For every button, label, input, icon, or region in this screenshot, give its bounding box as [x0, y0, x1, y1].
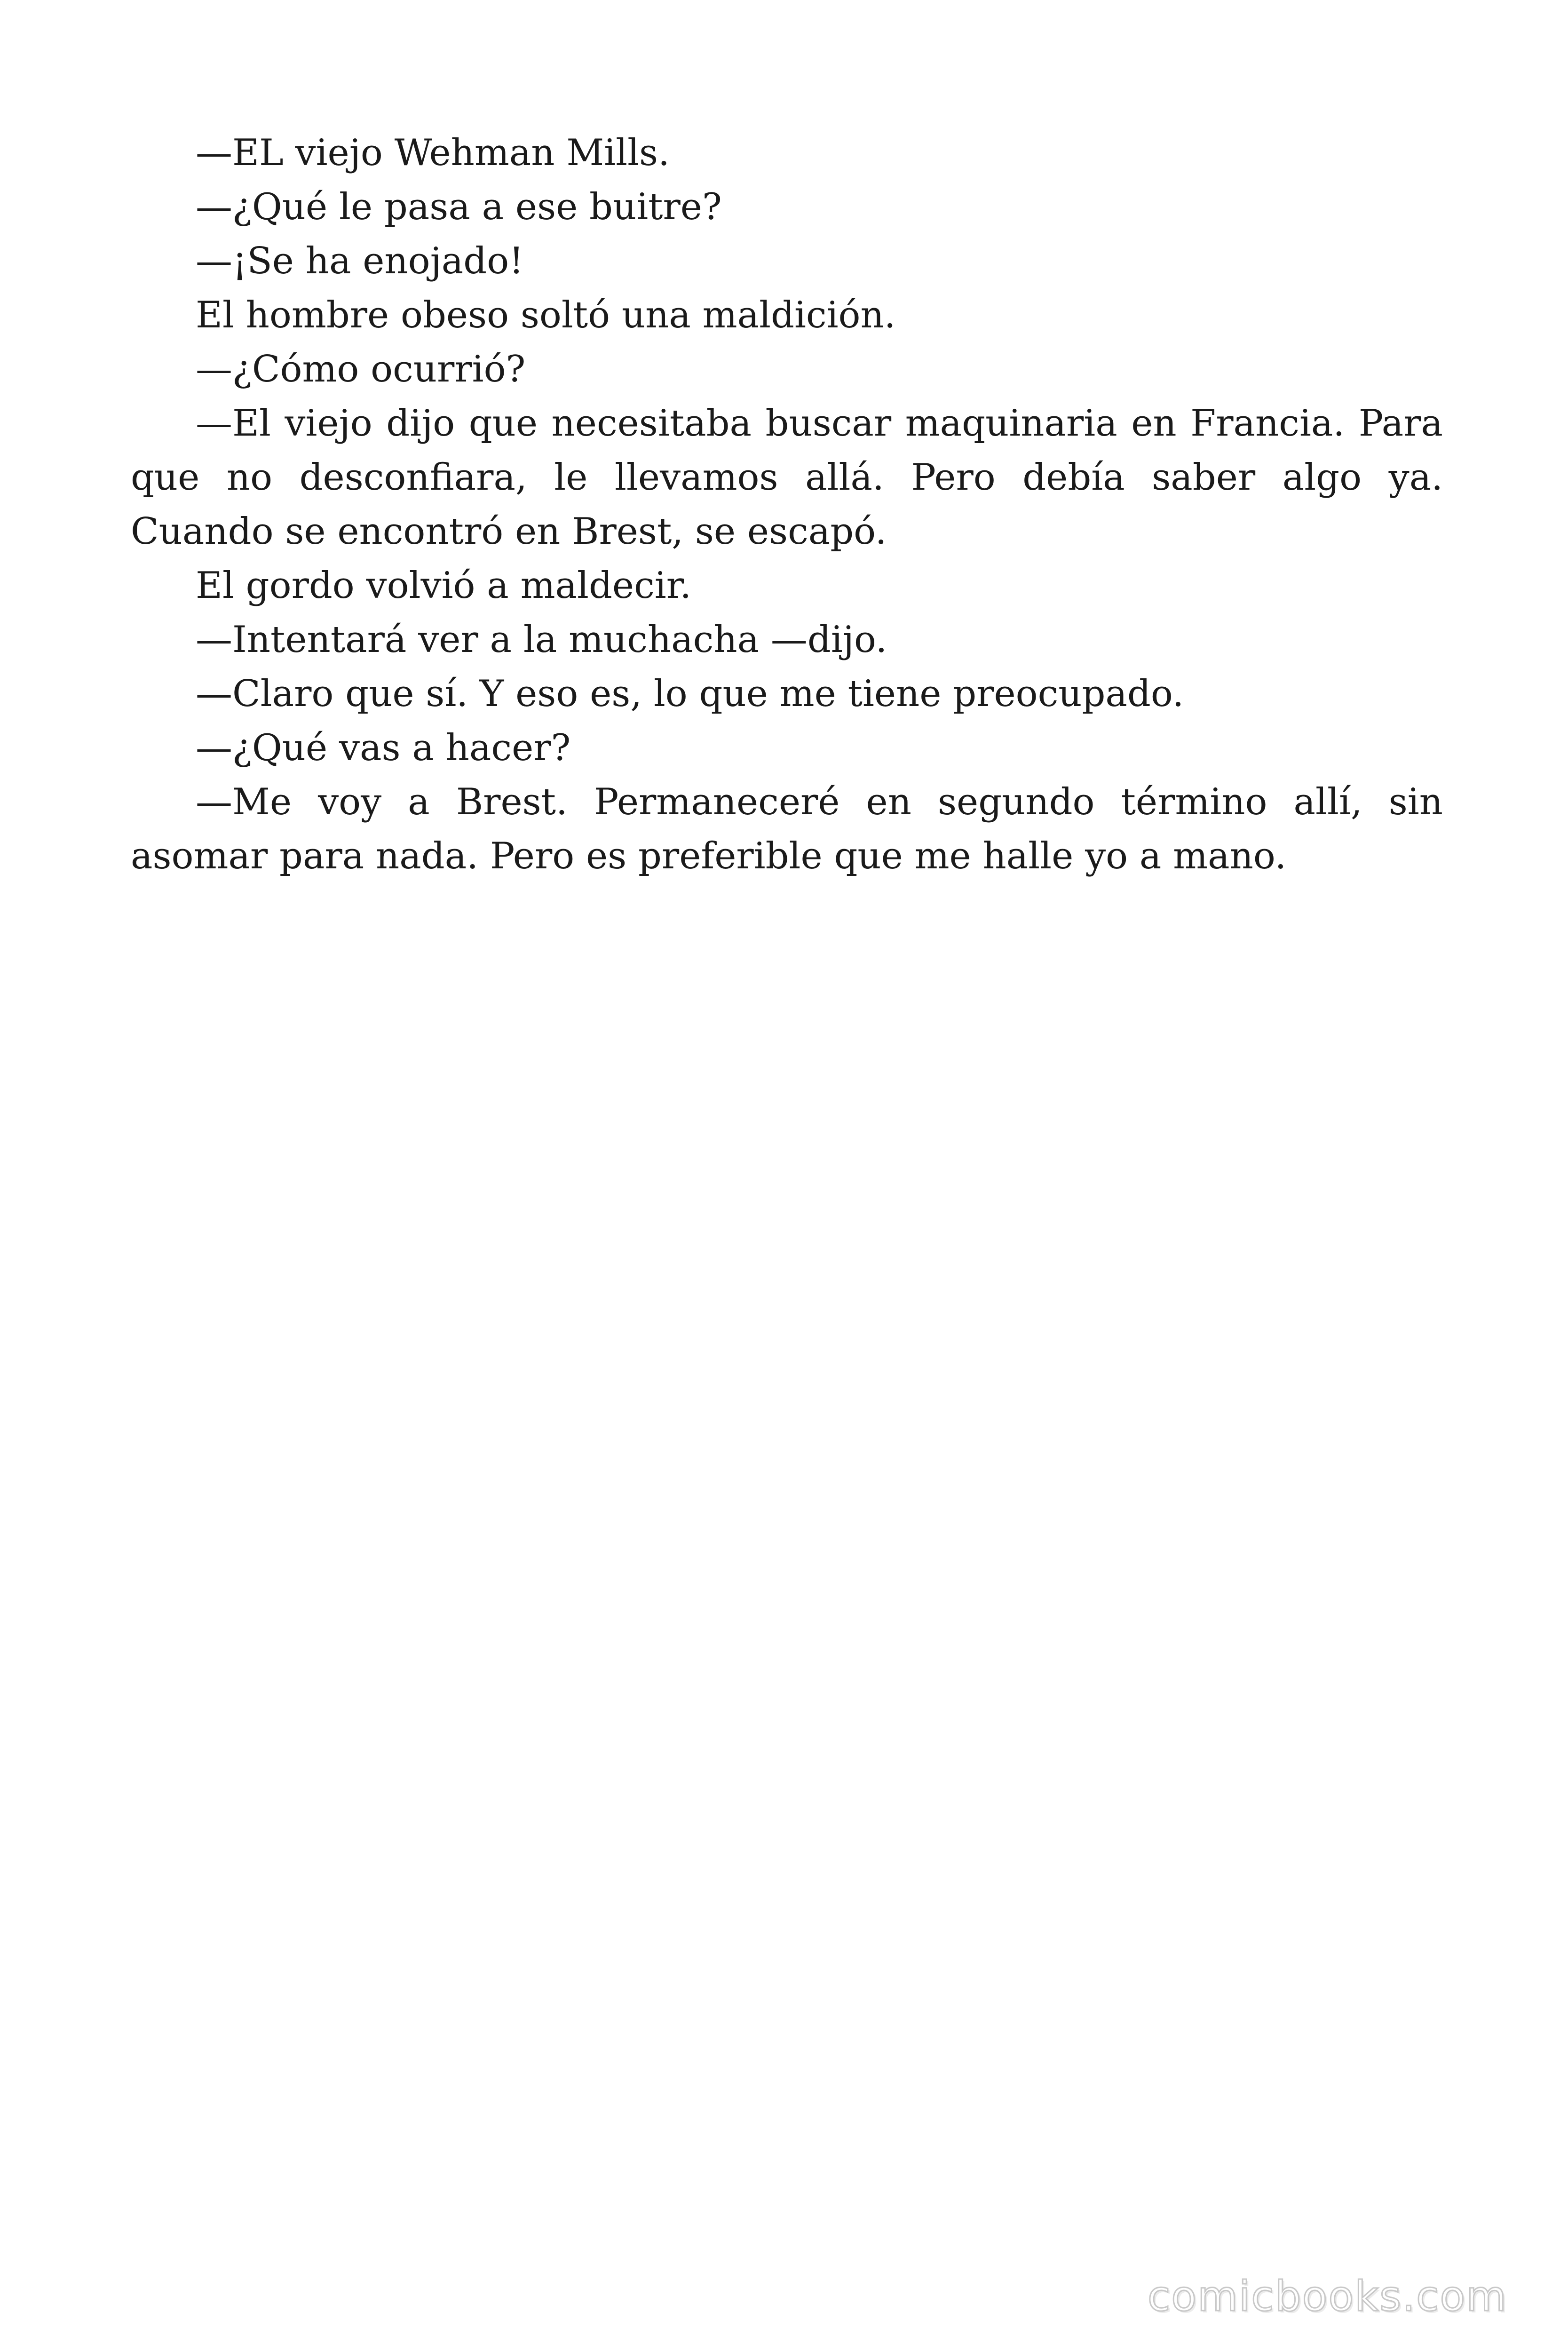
paragraph: —Claro que sí. Y eso es, lo que me tiene preocupado. — [196, 673, 1184, 715]
watermark: comicbooks.com — [1148, 2272, 1508, 2320]
paragraph: El gordo volvió a maldecir. — [196, 564, 692, 607]
paragraph: —¡Se ha enojado! — [196, 240, 524, 282]
paragraph: —El viejo dijo que necesitaba buscar maquinaria en Francia. Para que no desconfiara, le llevamos allá. Pero debía saber algo ya. Cuando se encontró en Brest, se escapó. — [131, 402, 1443, 553]
paragraph: —Me voy a Brest. Permaneceré en segundo término allí, sin asomar para nada. Pero es preferible que me halle yo a mano. — [131, 781, 1443, 877]
paragraph: —EL viejo Wehman Mills. — [196, 132, 670, 174]
paragraph: —¿Qué le pasa a ese buitre? — [196, 186, 722, 228]
paragraph: —¿Cómo ocurrió? — [196, 348, 526, 390]
body-text — [131, 126, 1443, 883]
paragraph: El hombre obeso soltó una maldición. — [196, 294, 896, 336]
paragraph: —¿Qué vas a hacer? — [196, 727, 571, 769]
paragraph: —Intentará ver a la muchacha —dijo. — [196, 619, 887, 661]
